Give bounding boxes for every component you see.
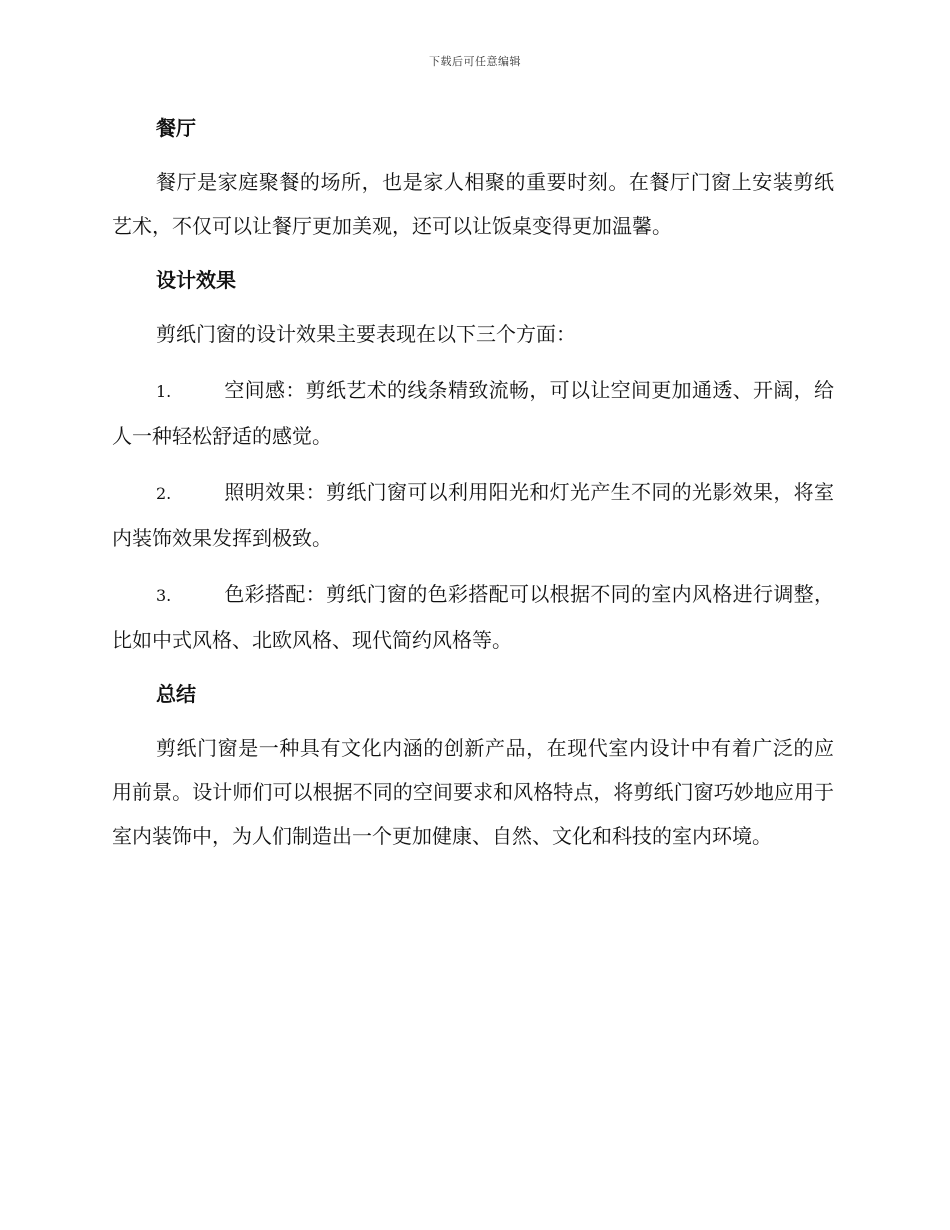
document-body [112, 108, 834, 870]
section-heading-design: 设计效果 [156, 268, 236, 292]
list-item [112, 470, 834, 560]
dining-paragraph: 餐厅是家庭聚餐的场所，也是家人相聚的重要时刻。在餐厅门窗上安装剪纸艺术，不仅可以让餐厅更加美观，还可以让饭桌变得更加温馨。 [112, 170, 834, 238]
page-header-note: 下载后可任意编辑 [429, 55, 521, 68]
summary-paragraph: 剪纸门窗是一种具有文化内涵的创新产品，在现代室内设计中有着广泛的应用前景。设计师们可以根据不同的空间要求和风格特点，将剪纸门窗巧妙地应用于室内装饰中，为人们制造出一个更加健康、自然、文化和科技的室内环境。 [112, 736, 834, 848]
list-item [112, 572, 834, 662]
section-heading-summary: 总结 [156, 682, 196, 706]
list-item-number: 3. [156, 586, 172, 605]
list-item-number: 2. [156, 484, 172, 503]
list-item [112, 368, 834, 458]
list-item-text: 色彩搭配：剪纸门窗的色彩搭配可以根据不同的室内风格进行调整，比如中式风格、北欧风格、现代简约风格等。 [112, 582, 834, 652]
list-item-text: 空间感：剪纸艺术的线条精致流畅，可以让空间更加通透、开阔，给人一种轻松舒适的感觉。 [112, 378, 834, 448]
section-heading-dining: 餐厅 [156, 116, 196, 140]
list-item-text: 照明效果：剪纸门窗可以利用阳光和灯光产生不同的光影效果，将室内装饰效果发挥到极致。 [112, 480, 834, 550]
design-intro-paragraph: 剪纸门窗的设计效果主要表现在以下三个方面： [156, 322, 576, 346]
list-item-number: 1. [156, 382, 172, 401]
